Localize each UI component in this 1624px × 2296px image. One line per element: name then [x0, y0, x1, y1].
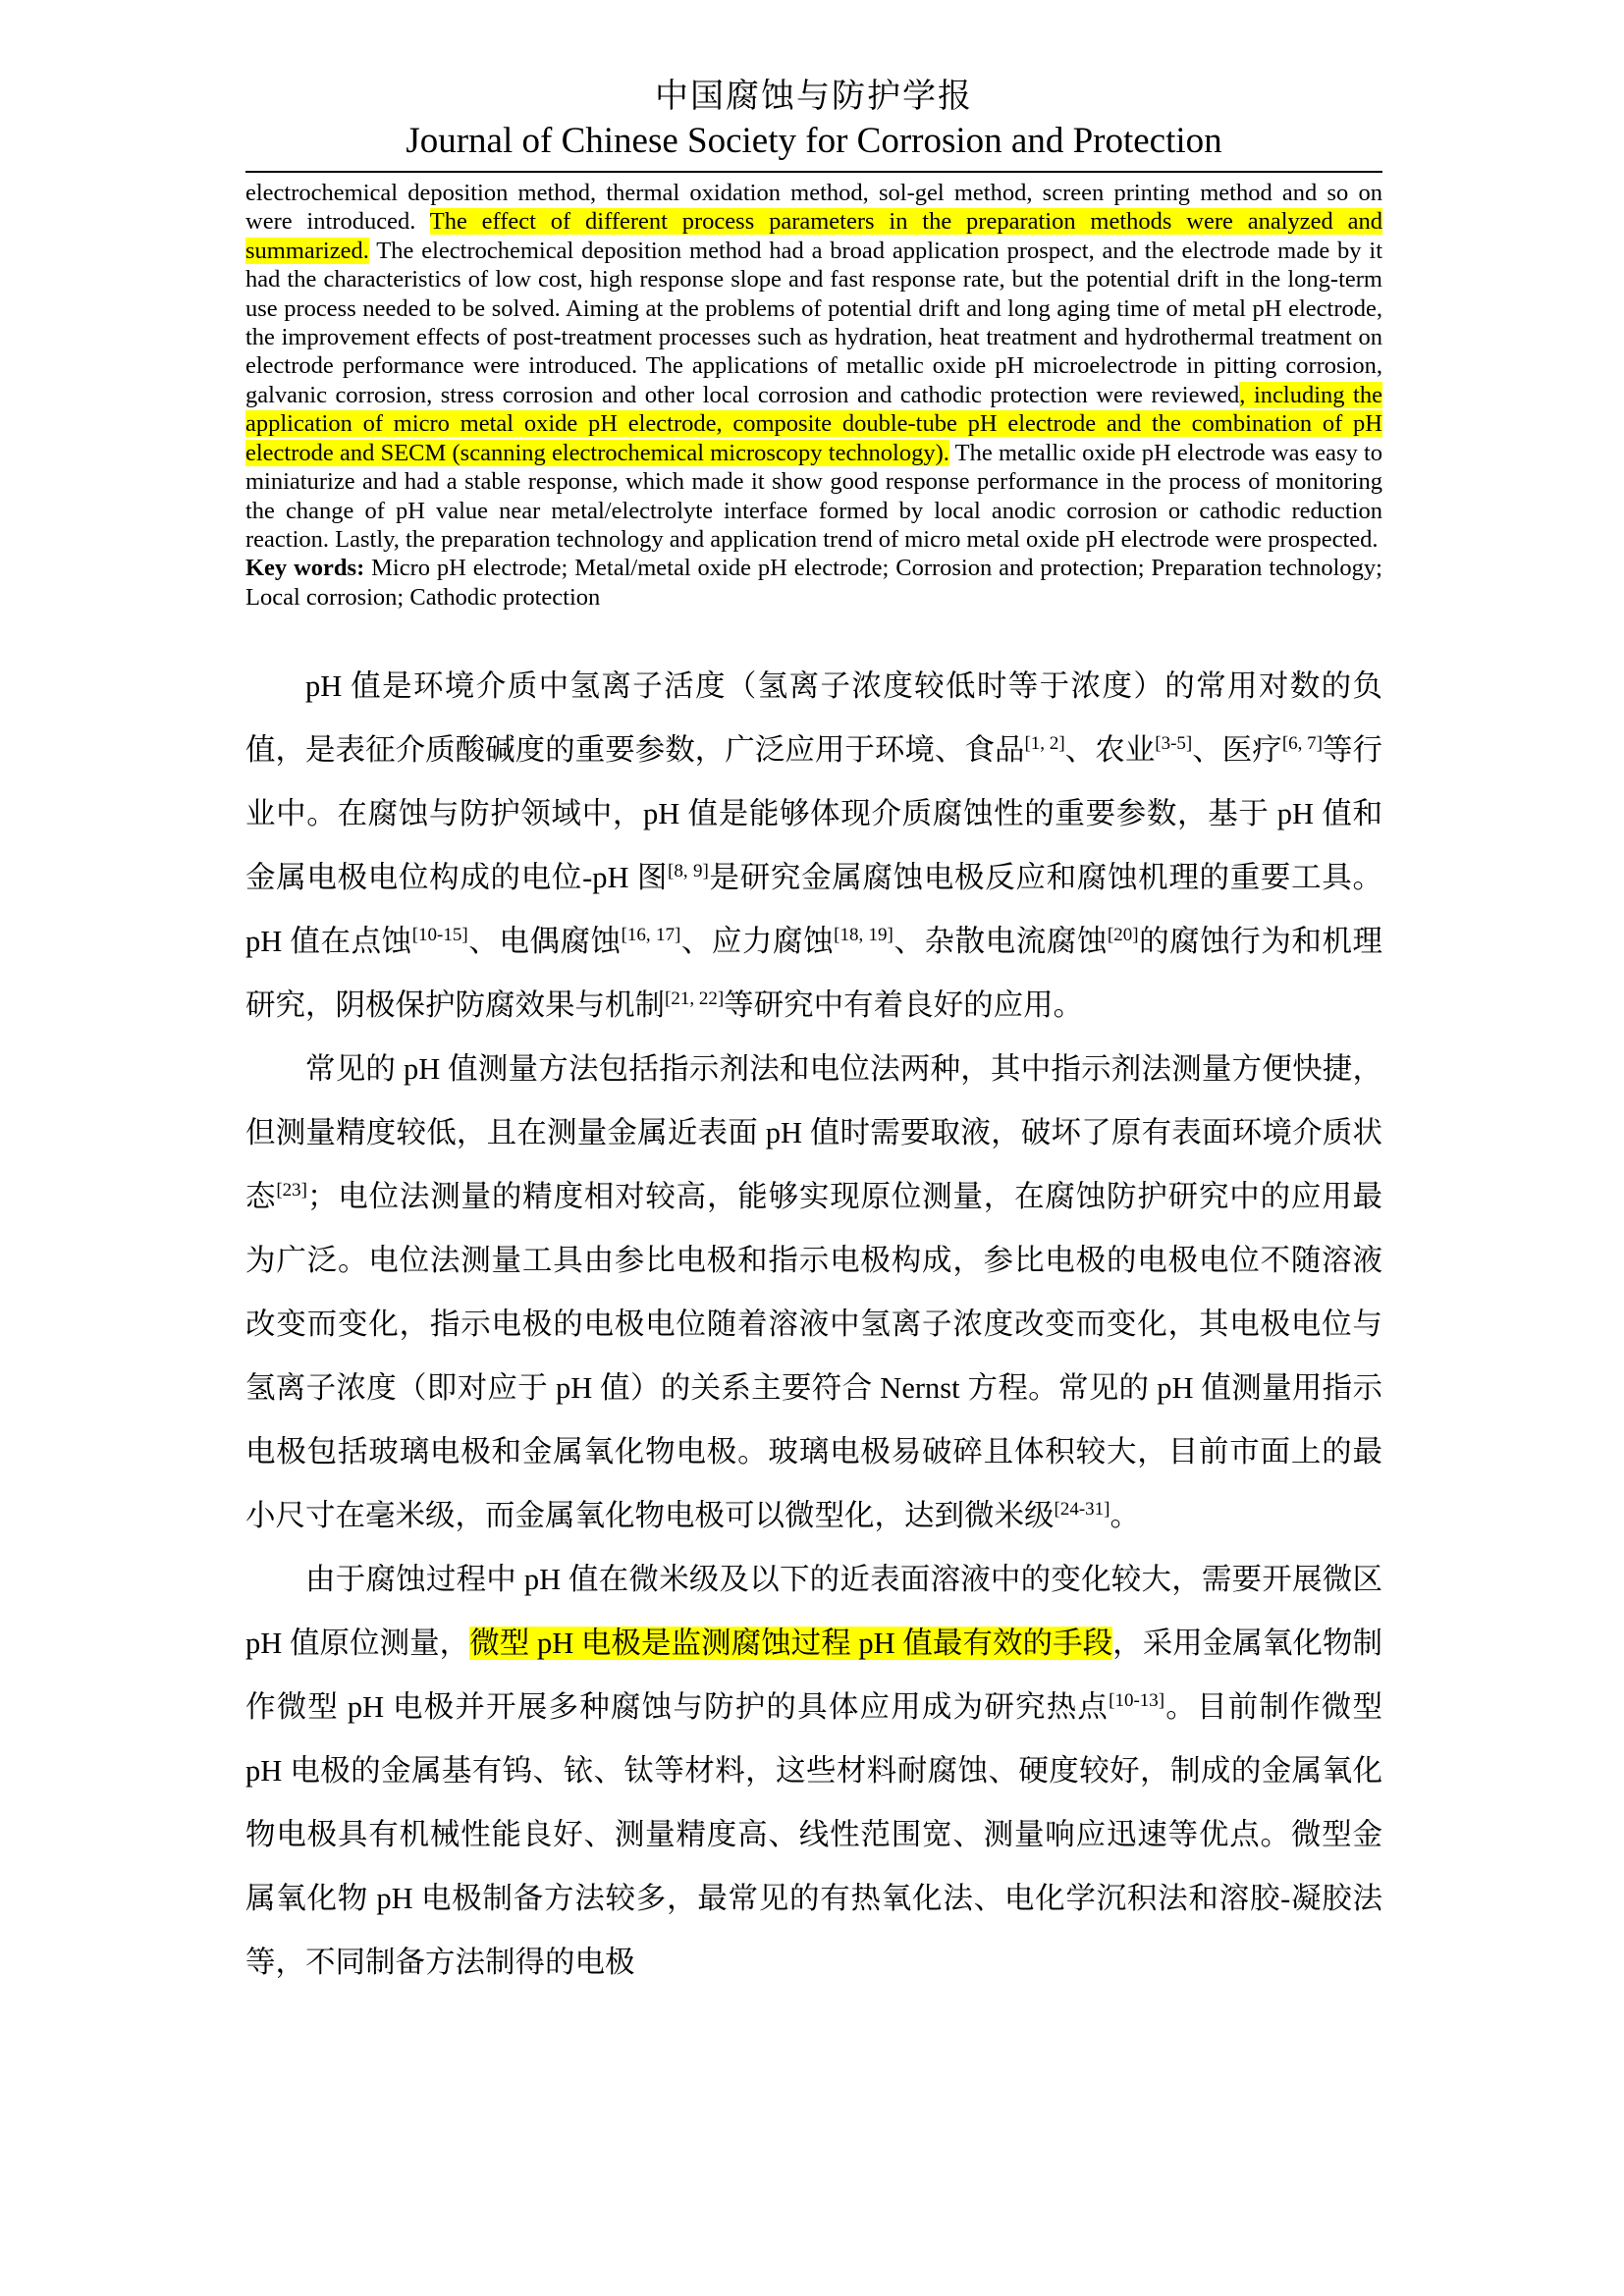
citation-superscript: [1, 2]: [1024, 732, 1065, 754]
keywords-text: Micro pH electrode; Metal/metal oxide pH electrode; Corrosion and protection; Preparation technology; Local corrosion; Cathodic protection: [245, 555, 1382, 611]
citation-superscript: [24-31]: [1054, 1498, 1110, 1520]
highlighted-text: 微型 pH 电极是监测腐蚀过程 pH 值最有效的手段: [469, 1627, 1113, 1661]
citation-superscript: [8, 9]: [668, 860, 709, 881]
journal-title-english: Journal of Chinese Society for Corrosion and Protection: [406, 120, 1222, 161]
text-run: 是研究金属腐蚀电极反应和腐蚀机理的重要工具。pH 值在点蚀: [245, 861, 1383, 959]
citation-superscript: [6, 7]: [1281, 732, 1323, 754]
text-run: electrochemical deposition method, thermal oxidation method, sol-gel method, screen printing method and so on were introduced.: [245, 180, 1382, 236]
body-paragraph: [245, 655, 1382, 1038]
citation-superscript: [18, 19]: [834, 924, 893, 945]
text-run: ；电位法测量的精度相对较高，能够实现原位测量，在腐蚀防护研究中的应用最为广泛。电位法测量工具由参比电极和指示电极构成，参比电极的电极电位不随溶液改变而变化，指示电极的电极电位随着溶液中氢离子浓度改变而变化，其电极电位与氢离子浓度（即对应于 pH 值）的关系主要符合 Nernst 方程。常见的 pH 值测量用指示电极包括玻璃电极和金属氧化物电极。玻璃电极易破碎且体积较大，目前市面上的最小尺寸在毫米级，而金属氧化物电极可以微型化，达到微米级: [245, 1180, 1383, 1533]
keywords-line: [245, 554, 1382, 612]
citation-superscript: [20]: [1107, 924, 1139, 945]
text-run: pH 值是环境介质中氢离子活度（氢离子浓度较低时等于浓度）的常用对数的负值，是表征介质酸碱度的重要参数，广泛应用于环境、食品: [245, 669, 1382, 768]
text-run: The metallic oxide pH electrode was easy to miniaturize and had a stable response, which made it show good response performance in the process of monitoring the change of pH value near metal/electrolyte interface formed by local anodic corrosion or cathodic reduction reaction. Lastly, the preparation technology and application trend of micro metal oxide pH electrode were prospected.: [245, 439, 1383, 553]
body-paragraph: [245, 1038, 1382, 1548]
text-run: 、电偶腐蚀: [467, 925, 622, 959]
chinese-body: [245, 655, 1382, 1995]
citation-superscript: [10-13]: [1109, 1689, 1165, 1711]
text-run: 的腐蚀行为和机理研究，阴极保护防腐效果与机制: [245, 925, 1383, 1023]
abstract-paragraph: [245, 179, 1382, 554]
page-body: [245, 179, 1382, 1995]
keywords-label: Key words:: [245, 555, 365, 582]
citation-superscript: [21, 22]: [665, 988, 725, 1009]
text-run: The electrochemical deposition method had a broad application prospect, and the electrode made by it had the characteristics of low cost, high response slope and fast response rate, but the potential drift in the long-term use process needed to be solved. Aiming at the problems of potential drift and long aging time of metal pH electrode, the improvement effects of post-treatment processes such as hydration, heat treatment and hydrothermal treatment on electrode performance were introduced. The applications of metallic oxide pH microelectrode in pitting corrosion, galvanic corrosion, stress corrosion and other local corrosion and cathodic protection were reviewed: [245, 237, 1382, 408]
text-run: 、医疗: [1192, 733, 1282, 768]
text-run: 、农业: [1064, 733, 1156, 768]
text-run: 由于腐蚀过程中 pH 值在微米级及以下的近表面溶液中的变化较大，需要开展微区 pH 值原位测量，: [245, 1563, 1382, 1661]
citation-superscript: [10-15]: [411, 924, 468, 945]
text-run: 。目前制作微型 pH 电极的金属基有钨、铱、钛等材料，这些材料耐腐蚀、硬度较好，制成的金属氧化物电极具有机械性能良好、测量精度高、线性范围宽、测量响应迅速等优点。微型金属氧化物 pH 电极制备方法较多，最常见的有热氧化法、电化学沉积法和溶胶-凝胶法等，不同制备方法制得的电极: [245, 1690, 1383, 1980]
text-run: ，采用金属氧化物制作微型 pH 电极并开展多种腐蚀与防护的具体应用成为研究热点: [245, 1627, 1383, 1725]
text-run: 。: [1110, 1499, 1140, 1533]
citation-superscript: [3-5]: [1155, 732, 1193, 754]
text-run: 、杂散电流腐蚀: [893, 925, 1108, 959]
text-run: 等行业中。在腐蚀与防护领域中，pH 值是能够体现介质腐蚀性的重要参数，基于 pH 值和金属电极电位构成的电位-pH 图: [245, 733, 1383, 895]
citation-superscript: [16, 17]: [621, 924, 681, 945]
text-run: 等研究中有着良好的应用。: [724, 988, 1084, 1023]
journal-header: [245, 77, 1382, 162]
citation-superscript: [23]: [276, 1179, 307, 1201]
header-divider: [245, 171, 1382, 173]
highlighted-text: , including the application of micro metal oxide pH electrode, composite double-tube pH electrode and the combination of pH electrode and SECM (scanning electrochemical microscopy technology).: [245, 381, 1382, 466]
highlighted-text: The effect of different process parameters in the preparation methods were analyzed and summarized.: [245, 208, 1382, 264]
body-paragraph: [245, 1548, 1382, 1995]
text-run: 、应力腐蚀: [680, 925, 835, 959]
text-run: 常见的 pH 值测量方法包括指示剂法和电位法两种，其中指示剂法测量方便快捷，但测量精度较低，且在测量金属近表面 pH 值时需要取液，破坏了原有表面环境介质状态: [245, 1052, 1382, 1214]
journal-title-chinese: 中国腐蚀与防护学报: [655, 79, 973, 115]
